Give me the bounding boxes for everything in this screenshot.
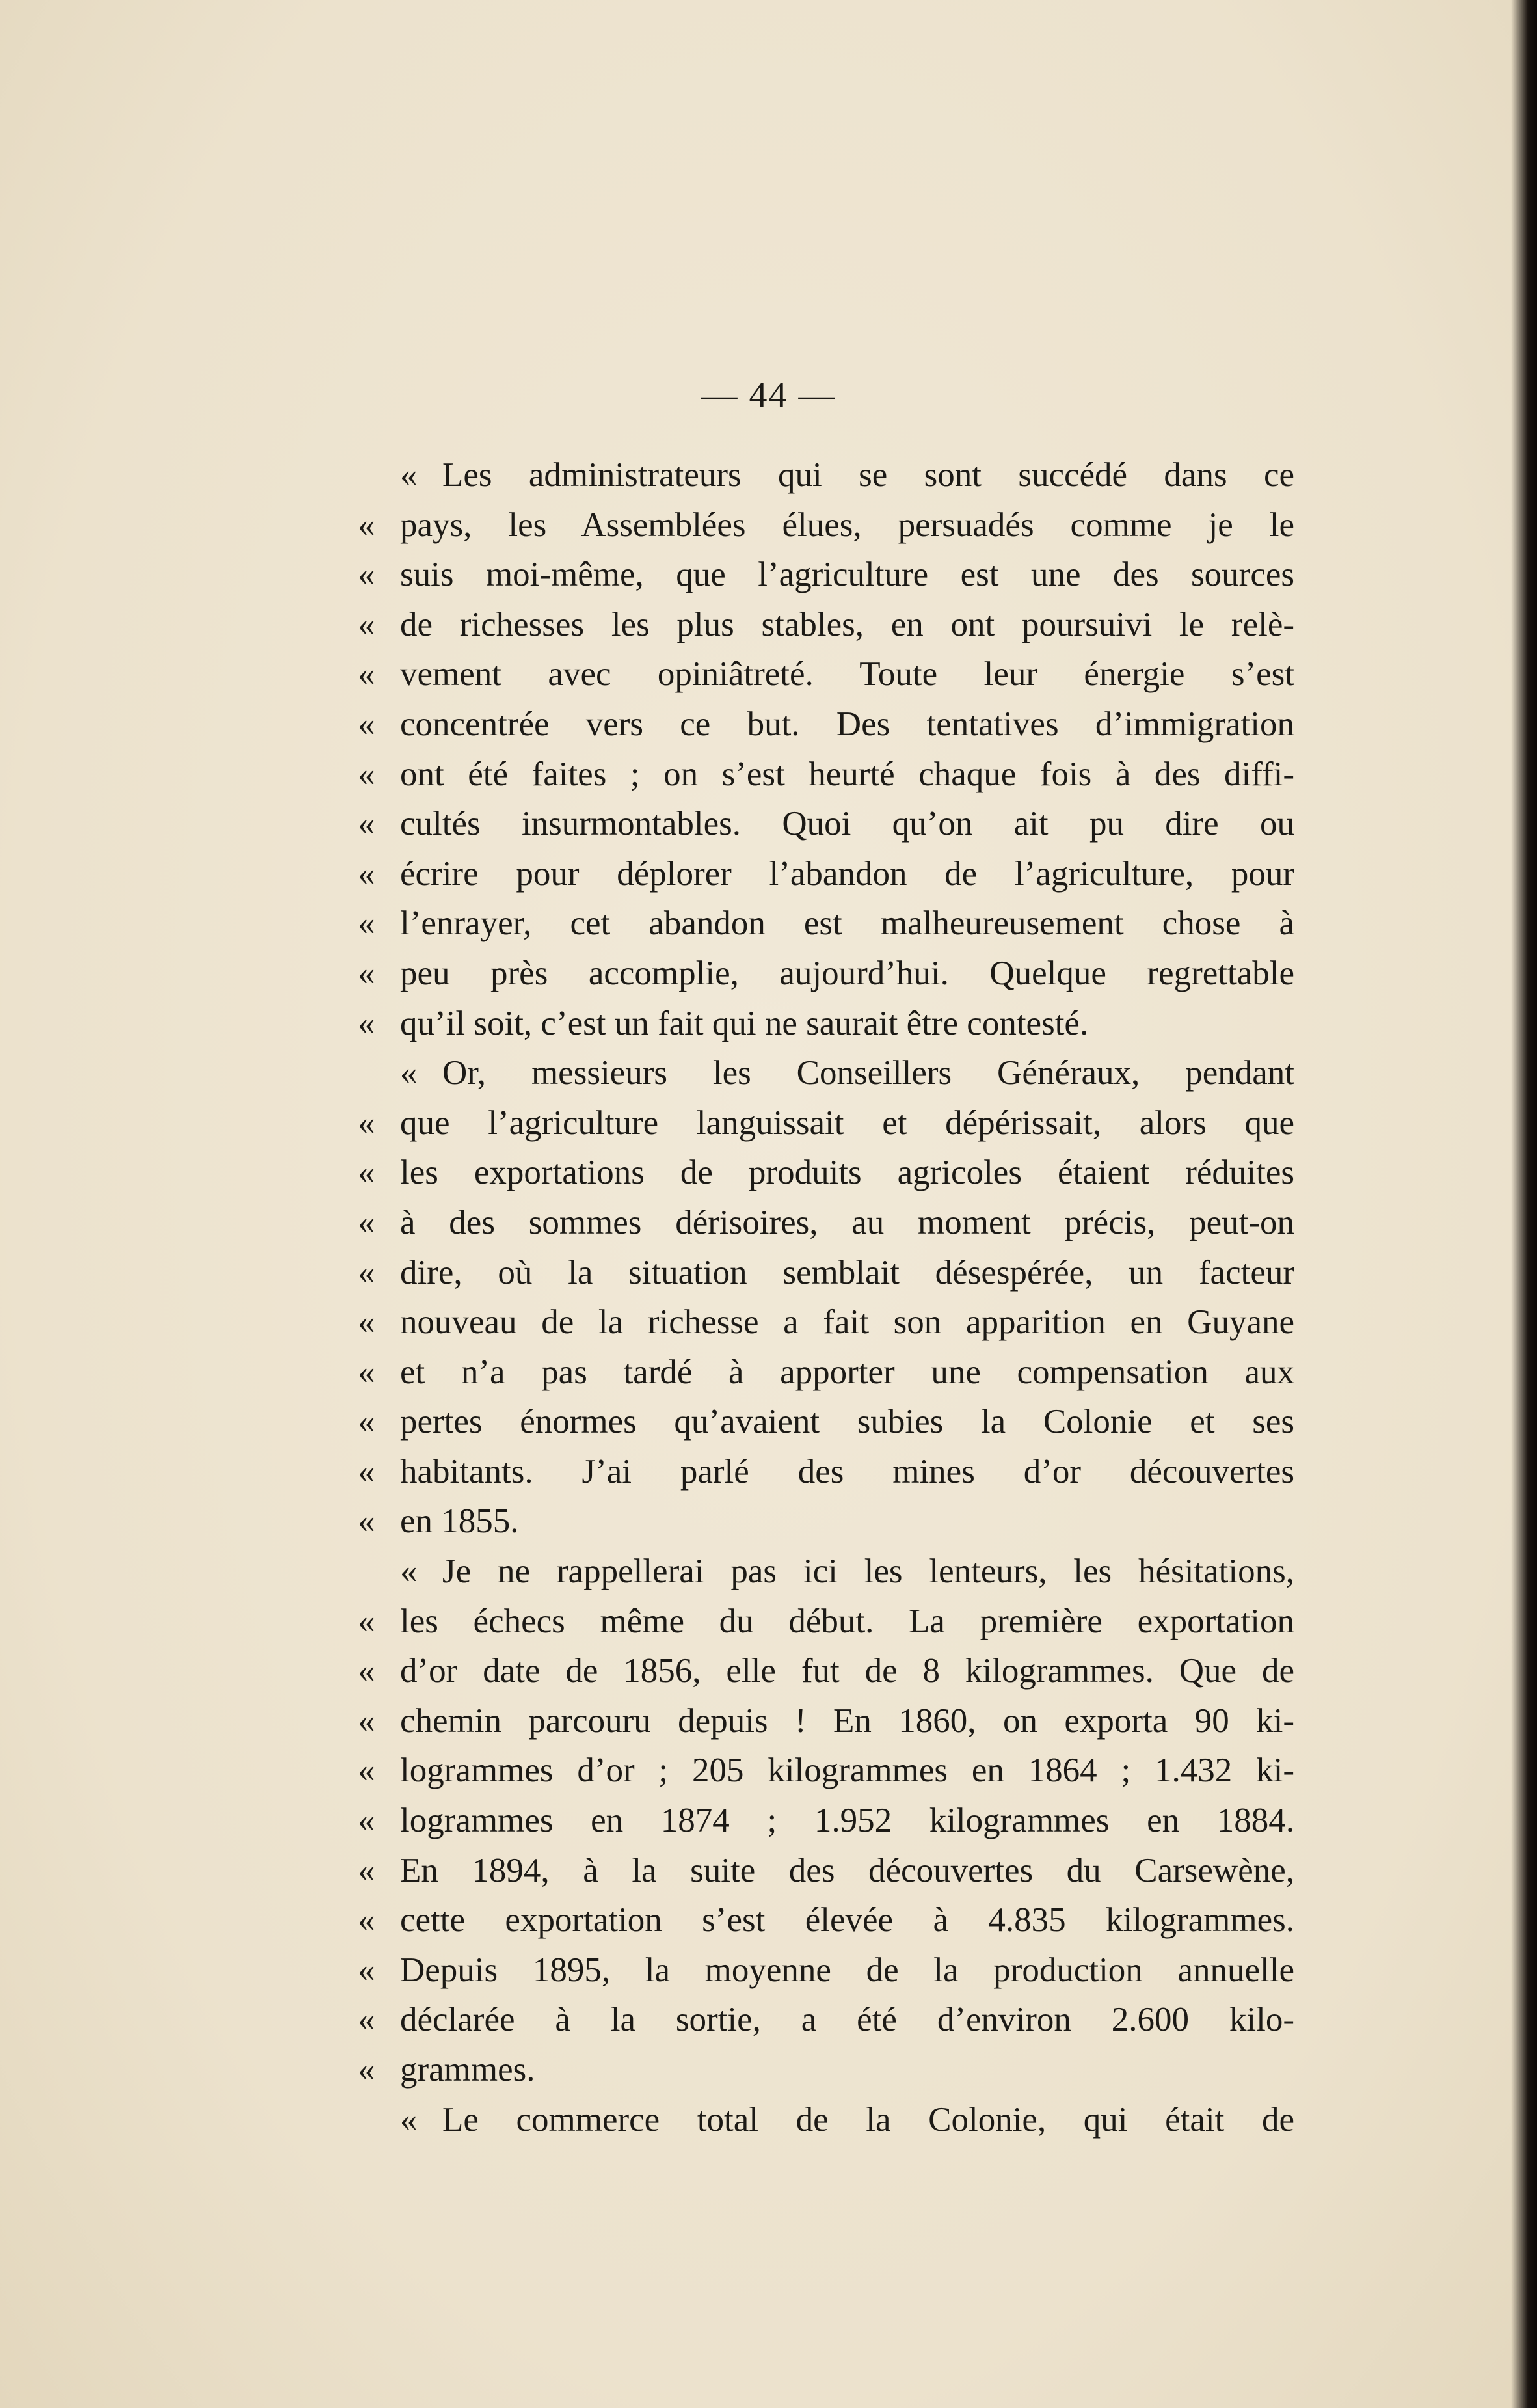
text-line <box>358 1253 1294 1303</box>
guillemet-mark: « <box>358 1602 375 1640</box>
guillemet-mark: « <box>358 1701 375 1740</box>
line-text: et n’a pas tardé à apporter une compensation aux <box>400 1353 1294 1391</box>
line-text: nouveau de la richesse a fait son apparition en Guyane <box>400 1303 1294 1342</box>
line-text: Or, messieurs les Conseillers Généraux, pendant <box>442 1054 1294 1092</box>
text-line <box>358 1353 1294 1403</box>
guillemet-mark: « <box>358 1502 375 1541</box>
line-text: d’or date de 1856, elle fut de 8 kilogrammes. Que de <box>400 1652 1294 1690</box>
line-text: logrammes en 1874 ; 1.952 kilogrammes en 1884. <box>400 1802 1294 1840</box>
text-line <box>358 904 1294 954</box>
text-line <box>358 1103 1294 1154</box>
guillemet-mark: « <box>358 1851 375 1889</box>
body-text <box>358 455 1294 2150</box>
text-line <box>358 2050 1294 2100</box>
guillemet-mark: « <box>358 1652 375 1690</box>
line-text: logrammes d’or ; 205 kilogrammes en 1864 ; 1.432 ki- <box>400 1752 1294 1790</box>
line-text: grammes. <box>400 2051 535 2089</box>
text-line <box>358 755 1294 805</box>
text-line <box>358 1701 1294 1752</box>
guillemet-mark: « <box>400 2100 418 2139</box>
line-text: cultés insurmontables. Quoi qu’on ait pu dire ou <box>400 805 1294 843</box>
text-line <box>358 2000 1294 2050</box>
page-edge-shadow <box>1511 0 1537 2408</box>
text-line <box>358 1203 1294 1253</box>
line-text: dire, où la situation semblait désespérée, un facteur <box>400 1253 1294 1292</box>
guillemet-mark: « <box>358 1802 375 1840</box>
line-text: que l’agriculture languissait et dépérissait, alors que <box>400 1103 1294 1142</box>
line-text: suis moi-même, que l’agriculture est une des sources <box>400 556 1294 594</box>
line-text: chemin parcouru depuis ! En 1860, on exporta 90 ki- <box>400 1701 1294 1740</box>
text-line <box>358 605 1294 655</box>
guillemet-mark: « <box>358 854 375 893</box>
text-line <box>358 1951 1294 2001</box>
guillemet-mark: « <box>358 1253 375 1292</box>
text-line <box>358 1452 1294 1502</box>
page-number: — 44 — <box>701 375 836 415</box>
text-line <box>358 1153 1294 1203</box>
guillemet-mark: « <box>358 1901 375 1940</box>
text-line <box>358 1004 1294 1054</box>
guillemet-mark: « <box>358 1154 375 1192</box>
guillemet-mark: « <box>358 2001 375 2039</box>
text-line <box>358 1851 1294 1901</box>
line-text: Le commerce total de la Colonie, qui était de <box>442 2100 1294 2139</box>
guillemet-mark: « <box>358 655 375 694</box>
text-line <box>358 1053 1294 1103</box>
guillemet-mark: « <box>400 1552 418 1591</box>
line-text: Je ne rappellerai pas ici les lenteurs, les hésitations, <box>442 1552 1294 1591</box>
guillemet-mark: « <box>400 1054 418 1092</box>
line-text: l’enrayer, cet abandon est malheureusement chose à <box>400 904 1294 943</box>
guillemet-mark: « <box>358 705 375 743</box>
text-line <box>358 655 1294 705</box>
guillemet-mark: « <box>358 1004 375 1042</box>
text-line <box>358 804 1294 854</box>
text-line <box>358 1651 1294 1701</box>
guillemet-mark: « <box>358 1103 375 1142</box>
guillemet-mark: « <box>358 506 375 544</box>
line-text: En 1894, à la suite des découvertes du Carsewène, <box>400 1851 1294 1889</box>
line-text: déclarée à la sortie, a été d’environ 2.600 kilo- <box>400 2001 1294 2039</box>
guillemet-mark: « <box>358 1951 375 1989</box>
text-line <box>358 1552 1294 1602</box>
text-line <box>358 455 1294 506</box>
text-line <box>358 854 1294 904</box>
text-line <box>358 2100 1294 2150</box>
line-text: pays, les Assemblées élues, persuadés comme je le <box>400 506 1294 544</box>
guillemet-mark: « <box>358 1203 375 1241</box>
guillemet-mark: « <box>358 1452 375 1491</box>
line-text: en 1855. <box>400 1502 519 1541</box>
text-line <box>358 1402 1294 1452</box>
guillemet-mark: « <box>358 954 375 992</box>
guillemet-mark: « <box>358 755 375 793</box>
line-text: ont été faites ; on s’est heurté chaque fois à des diffi- <box>400 755 1294 793</box>
line-text: vement avec opiniâtreté. Toute leur énergie s’est <box>400 655 1294 694</box>
text-line <box>358 1303 1294 1353</box>
guillemet-mark: « <box>358 1353 375 1391</box>
line-text: habitants. J’ai parlé des mines d’or découvertes <box>400 1452 1294 1491</box>
guillemet-mark: « <box>358 1303 375 1342</box>
guillemet-mark: « <box>358 1752 375 1790</box>
guillemet-mark: « <box>358 1403 375 1441</box>
line-text: de richesses les plus stables, en ont poursuivi le relè- <box>400 605 1294 643</box>
guillemet-mark: « <box>358 805 375 843</box>
text-line <box>358 1801 1294 1851</box>
line-text: Depuis 1895, la moyenne de la production annuelle <box>400 1951 1294 1989</box>
line-text: écrire pour déplorer l’abandon de l’agriculture, pour <box>400 854 1294 893</box>
guillemet-mark: « <box>358 556 375 594</box>
guillemet-mark: « <box>358 605 375 643</box>
guillemet-mark: « <box>358 904 375 943</box>
text-line <box>358 555 1294 605</box>
text-line <box>358 1602 1294 1652</box>
line-text: qu’il soit, c’est un fait qui ne saurait être contesté. <box>400 1004 1089 1042</box>
line-text: Les administrateurs qui se sont succédé dans ce <box>442 456 1294 494</box>
line-text: pertes énormes qu’avaient subies la Colonie et ses <box>400 1403 1294 1441</box>
guillemet-mark: « <box>400 456 418 494</box>
text-line <box>358 1751 1294 1801</box>
line-text: cette exportation s’est élevée à 4.835 kilogrammes. <box>400 1901 1294 1940</box>
text-line <box>358 506 1294 556</box>
text-line <box>358 1901 1294 1951</box>
text-line <box>358 1502 1294 1552</box>
line-text: les exportations de produits agricoles étaient réduites <box>400 1154 1294 1192</box>
line-text: peu près accomplie, aujourd’hui. Quelque regrettable <box>400 954 1294 992</box>
text-line <box>358 705 1294 755</box>
line-text: à des sommes dérisoires, au moment précis, peut-on <box>400 1203 1294 1241</box>
line-text: les échecs même du début. La première exportation <box>400 1602 1294 1640</box>
line-text: concentrée vers ce but. Des tentatives d’immigration <box>400 705 1294 743</box>
guillemet-mark: « <box>358 2051 375 2089</box>
text-line <box>358 954 1294 1004</box>
